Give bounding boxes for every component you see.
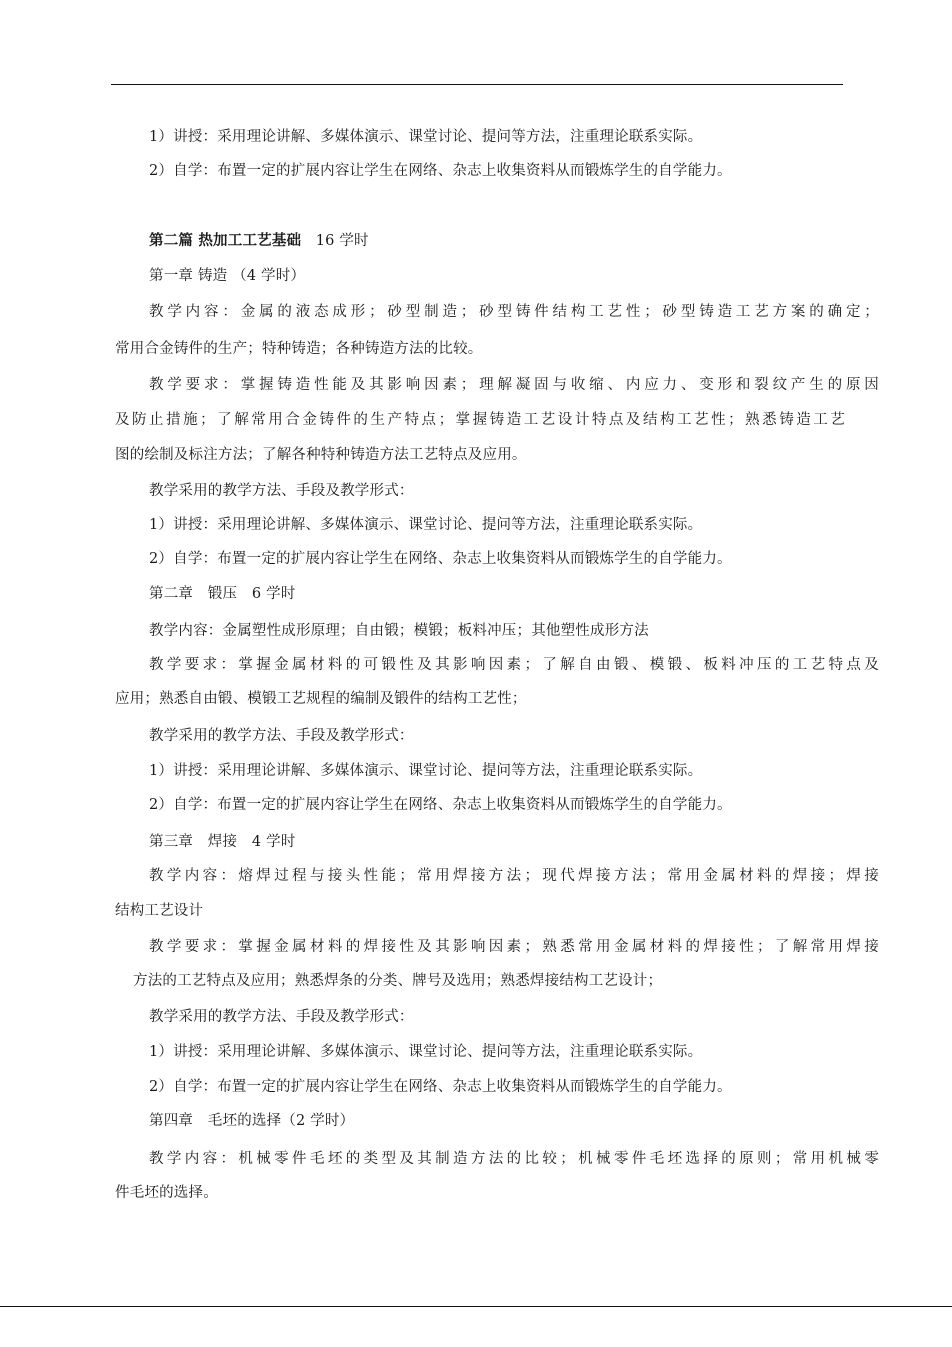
section-hours: 16 学时 bbox=[315, 233, 369, 249]
paragraph-line: 常用合金铸件的生产；特种铸造；各种铸造方法的比较。 bbox=[115, 341, 483, 357]
paragraph-line: 1）讲授：采用理论讲解、多媒体演示、课堂讨论、提问等方法，注重理论联系实际。 bbox=[149, 763, 703, 779]
section-heading bbox=[115, 231, 879, 251]
paragraph-line: 2）自学：布置一定的扩展内容让学生在网络、杂志上收集资料从而锻炼学生的自学能力。 bbox=[149, 1079, 732, 1095]
header-rule bbox=[111, 84, 843, 85]
paragraph-line: 1）讲授：采用理论讲解、多媒体演示、课堂讨论、提问等方法，注重理论联系实际。 bbox=[149, 1044, 703, 1060]
paragraph-line: 及防止措施；了解常用合金铸件的生产特点；掌握铸造工艺设计特点及结构工艺性；熟悉铸造工艺 bbox=[115, 412, 845, 428]
paragraph-line: 方法的工艺特点及应用；熟悉焊条的分类、牌号及选用；熟悉焊接结构工艺设计； bbox=[133, 973, 663, 989]
paragraph-line: 图的绘制及标注方法；了解各种特种铸造方法工艺特点及应用。 bbox=[115, 447, 527, 463]
paragraph-line: 2）自学：布置一定的扩展内容让学生在网络、杂志上收集资料从而锻炼学生的自学能力。 bbox=[149, 797, 732, 813]
paragraph-line: 教学要求：掌握金属材料的焊接性及其影响因素；熟悉常用金属材料的焊接性；了解常用焊接 bbox=[149, 939, 879, 955]
paragraph-line: 教学采用的教学方法、手段及教学形式： bbox=[149, 1009, 414, 1025]
paragraph-line: 教学内容：熔焊过程与接头性能；常用焊接方法；现代焊接方法；常用金属材料的焊接；焊接 bbox=[149, 868, 879, 884]
paragraph-line: 教学内容：金属塑性成形原理；自由锻；模锻；板料冲压；其他塑性成形方法 bbox=[149, 623, 649, 639]
paragraph-line: 1）讲授：采用理论讲解、多媒体演示、课堂讨论、提问等方法，注重理论联系实际。 bbox=[149, 129, 703, 145]
chapter-title: 第三章 焊接 4 学时 bbox=[149, 834, 296, 850]
paragraph-line: 2）自学：布置一定的扩展内容让学生在网络、杂志上收集资料从而锻炼学生的自学能力。 bbox=[149, 551, 732, 567]
paragraph-line: 教学采用的教学方法、手段及教学形式： bbox=[149, 728, 414, 744]
paragraph-line: 教学要求：掌握铸造性能及其影响因素；理解凝固与收缩、内应力、变形和裂纹产生的原因 bbox=[149, 377, 879, 393]
paragraph-line: 教学采用的教学方法、手段及教学形式： bbox=[149, 483, 414, 499]
chapter-title: 第二章 锻压 6 学时 bbox=[149, 586, 296, 602]
paragraph-line: 教学内容：金属的液态成形；砂型制造；砂型铸件结构工艺性；砂型铸造工艺方案的确定； bbox=[149, 304, 879, 320]
paragraph-line: 教学内容：机械零件毛坯的类型及其制造方法的比较；机械零件毛坯选择的原则；常用机械零 bbox=[149, 1151, 879, 1167]
footer-rule bbox=[0, 1306, 952, 1307]
chapter-title: 第四章 毛坯的选择（2 学时） bbox=[149, 1113, 355, 1129]
paragraph-line: 1）讲授：采用理论讲解、多媒体演示、课堂讨论、提问等方法，注重理论联系实际。 bbox=[149, 517, 703, 533]
chapter-title: 第一章 铸造 （4 学时） bbox=[149, 268, 306, 284]
paragraph-line: 应用；熟悉自由锻、模锻工艺规程的编制及锻件的结构工艺性； bbox=[115, 691, 527, 707]
paragraph-line: 教学要求：掌握金属材料的可锻性及其影响因素；了解自由锻、模锻、板料冲压的工艺特点及 bbox=[149, 657, 879, 673]
paragraph-line: 结构工艺设计 bbox=[115, 903, 204, 919]
paragraph-line: 2）自学：布置一定的扩展内容让学生在网络、杂志上收集资料从而锻炼学生的自学能力。 bbox=[149, 163, 732, 179]
section-title: 第二篇 热加工工艺基础 bbox=[149, 233, 302, 249]
paragraph-line: 件毛坯的选择。 bbox=[115, 1185, 218, 1201]
